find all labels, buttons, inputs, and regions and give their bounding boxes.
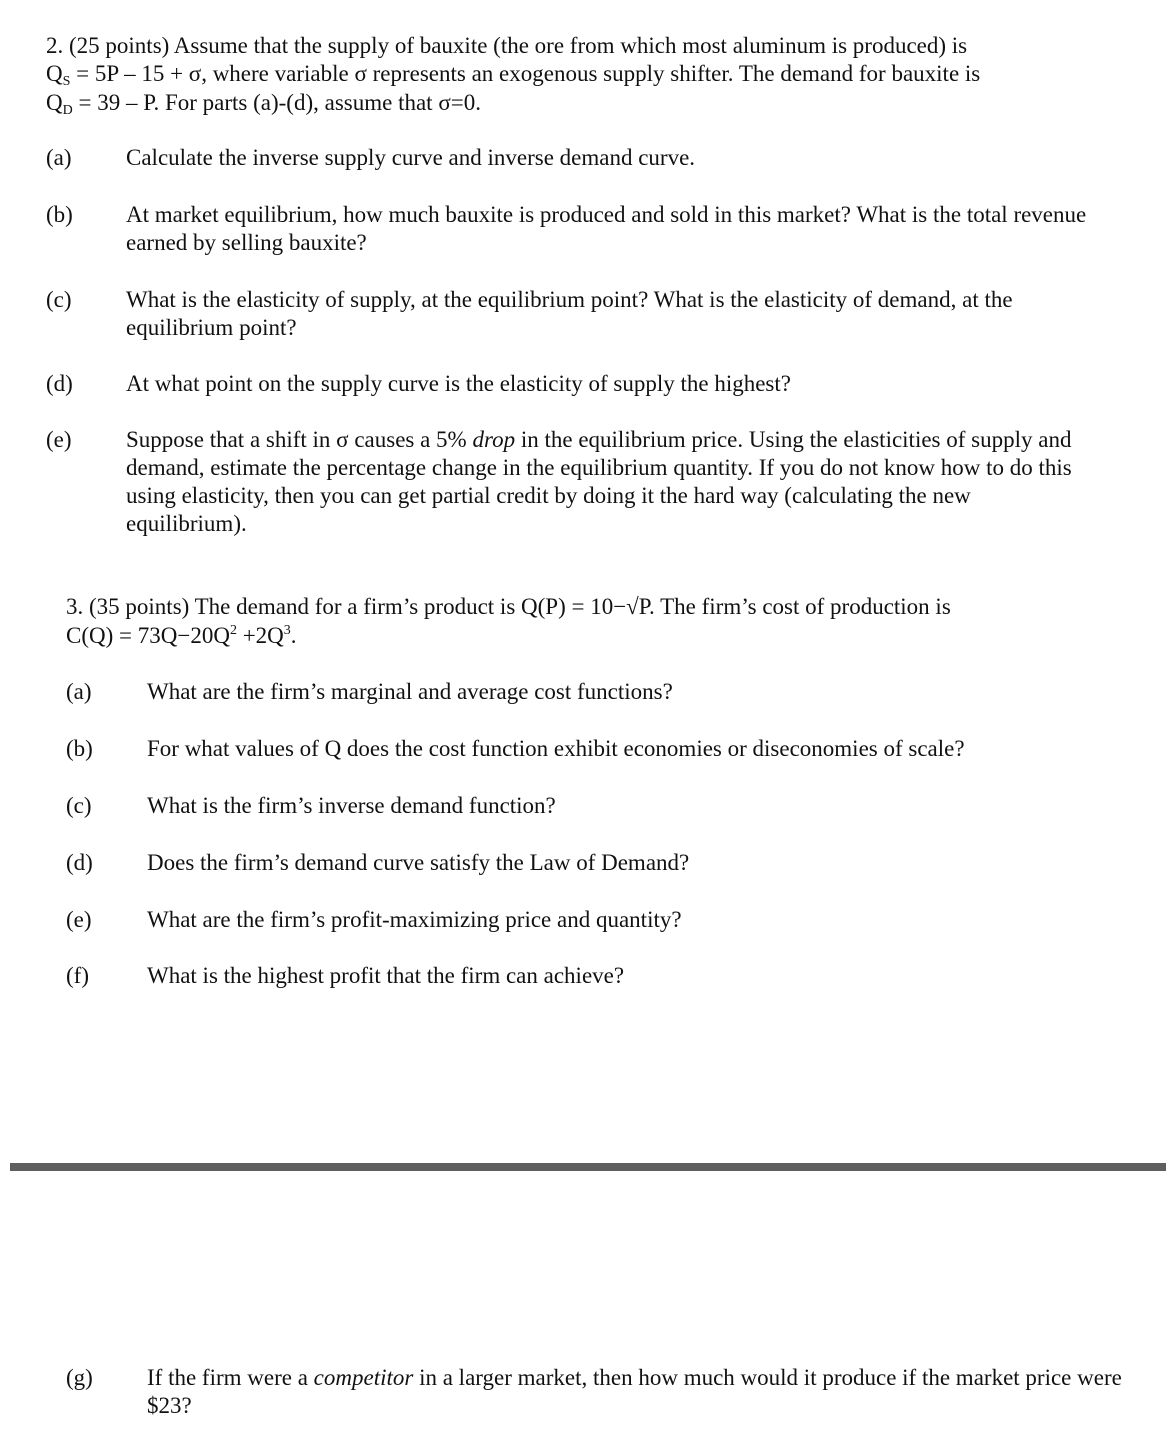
q3-intro-line2 [66,622,297,650]
q2-intro-line2 [46,60,980,88]
q2-qd-subscript: D [62,103,73,118]
q2-part-e-label: (e) [46,427,72,452]
q2-part-c-label: (c) [46,287,72,312]
q2-demand-equation: = 39 – P. For parts (a)-(d), assume that σ=0. [72,90,481,115]
q2-intro-line1: 2. (25 points) Assume that the supply of bauxite (the ore from which most aluminum is produced) is [46,33,968,58]
q2-part-e-emphasis: drop [472,427,516,452]
q3-part-c-text: What is the firm’s inverse demand function? [147,793,556,818]
q3-part-g-label: (g) [66,1365,93,1390]
q2-qs-subscript: S [62,74,71,89]
q3-part-b-text: For what values of Q does the cost function exhibit economies or diseconomies of scale? [147,736,965,761]
q3-part-d-label: (d) [66,850,93,875]
q2-supply-equation: = 5P – 15 + σ, where variable σ represents an exogenous supply shifter. The demand for bauxite is [70,61,981,86]
q3-part-g-text-before: If the firm were a [147,1365,314,1390]
q3-intro-line1: 3. (35 points) The demand for a firm’s product is Q(P) = 10−√P. The firm’s cost of production is [66,594,951,619]
q2-part-b-text: At market equilibrium, how much bauxite is produced and sold in this market? What is the total revenue earned by selling bauxite? [126,202,1087,255]
q3-part-d-text: Does the firm’s demand curve satisfy the Law of Demand? [147,850,690,875]
q2-part-d-label: (d) [46,371,73,396]
page-divider [10,1163,1166,1171]
q2-part-b-label: (b) [46,202,73,227]
q3-part-a-text: What are the firm’s marginal and average cost functions? [147,679,673,704]
q3-part-f-label: (f) [66,963,89,988]
q3-cost-exponent-2: 2 [229,623,237,638]
q2-part-a-text: Calculate the inverse supply curve and inverse demand curve. [126,145,696,170]
q3-part-g-emphasis: competitor [313,1365,414,1390]
q3-part-g-text [147,1364,1122,1420]
q2-part-e-text-after: in the equilibrium price. Using the elasticities of supply and demand, estimate the percentage change in the equilibrium quantity. If you do not know how to do this using elasticity, then you can get partial credit by doing it the hard way (calculating the new equilibrium). [126,427,1072,536]
q3-part-f-text: What is the highest profit that the firm can achieve? [147,963,625,988]
q3-part-a-label: (a) [66,679,92,704]
q2-part-e-text [126,426,1091,538]
q2-part-c-text: What is the elasticity of supply, at the equilibrium point? What is the elasticity of demand, at the equilibrium point? [126,287,1013,340]
q3-cost-function-b: +2Q [236,623,284,648]
q2-part-a-label: (a) [46,145,72,170]
q2-intro-line3 [46,89,481,117]
q3-cost-function-c: . [290,623,297,648]
q3-part-c-label: (c) [66,793,92,818]
q3-part-g-text-after: in a larger market, then how much would it produce if the market price were $23? [147,1365,1122,1418]
q2-qd-symbol: Q [46,90,63,115]
q2-qs-symbol: Q [46,61,63,86]
q2-part-d-text: At what point on the supply curve is the elasticity of supply the highest? [126,371,791,396]
q2-part-e-text-before: Suppose that a shift in σ causes a 5% [126,427,473,452]
q3-cost-function-a: C(Q) = 73Q−20Q [66,623,230,648]
q3-cost-exponent-3: 3 [283,623,291,638]
q3-part-e-label: (e) [66,907,92,932]
q3-part-e-text: What are the firm’s profit-maximizing price and quantity? [147,907,682,932]
q3-part-b-label: (b) [66,736,93,761]
